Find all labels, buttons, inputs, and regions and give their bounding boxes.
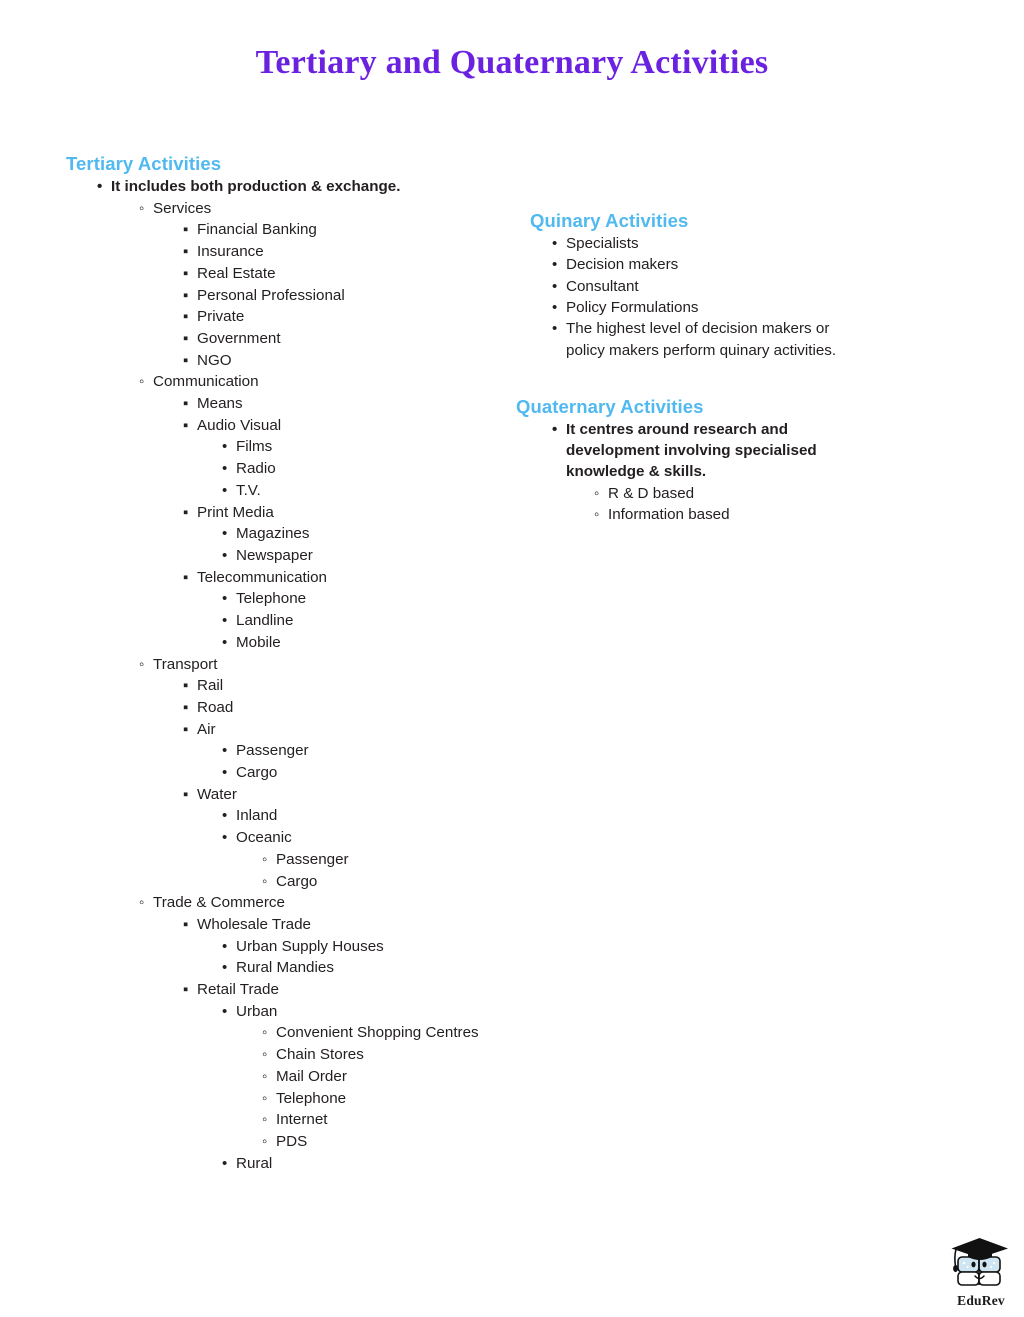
child-label: • Magazines (236, 523, 496, 545)
item-label: ▪ Real Estate (197, 263, 496, 285)
edurev-mascot-icon (950, 1236, 1012, 1292)
edurev-logo-text: EduRev (957, 1293, 1005, 1308)
section-heading-quinary: Quinary Activities (530, 210, 689, 231)
item-label: ▪ Government (197, 328, 496, 350)
list-item (222, 936, 496, 958)
list-item (552, 254, 916, 275)
grandchild-label: ◦ Cargo (276, 871, 496, 893)
list-item (222, 588, 496, 610)
list-item (183, 393, 496, 415)
list-item (262, 1109, 496, 1131)
list-item (183, 263, 496, 285)
list-item (183, 350, 496, 372)
quaternary-list (516, 419, 916, 525)
section-divider (516, 361, 916, 395)
item-label: ▪ Personal Professional (197, 285, 496, 307)
list-item (222, 458, 496, 480)
group-label: ◦ Transport (153, 654, 496, 676)
tertiary-tree (66, 176, 496, 1174)
quaternary-root-label: • It centres around research and development involving specialised knowledge & skills. (566, 419, 866, 483)
list-item (552, 419, 916, 525)
child-label: • Films (236, 436, 496, 458)
group-items (153, 219, 496, 371)
item-label: ▪ Private (197, 306, 496, 328)
right-column (516, 209, 916, 525)
quinary-list (516, 233, 916, 361)
list-item (183, 914, 496, 979)
list-item (139, 654, 496, 893)
group-label: ◦ Services (153, 198, 496, 220)
child-label: • Rural (236, 1153, 496, 1175)
grandchild-label: ◦ Chain Stores (276, 1044, 496, 1066)
quaternary-item-label: ◦ Information based (608, 504, 916, 525)
list-item (222, 632, 496, 654)
item-label: ▪ Rail (197, 675, 496, 697)
tertiary-root-label: • It includes both production & exchange. (111, 176, 496, 198)
list-item (552, 276, 916, 297)
list-item (183, 285, 496, 307)
list-item (262, 1044, 496, 1066)
quinary-item-label: • Specialists (566, 233, 916, 254)
list-item (183, 567, 496, 654)
child-label: • Radio (236, 458, 496, 480)
grandchild-label: ◦ PDS (276, 1131, 496, 1153)
list-item (222, 827, 496, 892)
item-children (197, 936, 496, 979)
item-label: ▪ Water (197, 784, 496, 806)
item-children (197, 1001, 496, 1175)
section-heading-quaternary: Quaternary Activities (516, 395, 704, 417)
list-item (262, 871, 496, 893)
child-label: • Inland (236, 805, 496, 827)
list-item (262, 1022, 496, 1044)
list-item (183, 719, 496, 784)
item-label: ▪ NGO (197, 350, 496, 372)
list-item (552, 297, 916, 318)
child-label: • Mobile (236, 632, 496, 654)
list-item (222, 805, 496, 827)
group-label: ◦ Communication (153, 371, 496, 393)
item-label: ▪ Wholesale Trade (197, 914, 496, 936)
list-item (183, 979, 496, 1174)
list-item (262, 849, 496, 871)
list-item (183, 415, 496, 502)
list-item (183, 675, 496, 697)
list-item (552, 318, 916, 361)
grandchild-label: ◦ Convenient Shopping Centres (276, 1022, 496, 1044)
child-label: • Newspaper (236, 545, 496, 567)
quinary-item-label: • Decision makers (566, 254, 916, 275)
list-item (262, 1088, 496, 1110)
child-label: • Rural Mandies (236, 957, 496, 979)
list-item (222, 957, 496, 979)
tertiary-column (66, 152, 496, 1174)
list-item (594, 504, 916, 525)
list-item (183, 697, 496, 719)
list-item (139, 892, 496, 1174)
list-item (222, 1153, 496, 1175)
item-label: ▪ Audio Visual (197, 415, 496, 437)
tertiary-groups (111, 198, 496, 1175)
page-title: Tertiary and Quaternary Activities (255, 44, 769, 81)
group-items (153, 393, 496, 653)
child-label: • Landline (236, 610, 496, 632)
item-label: ▪ Retail Trade (197, 979, 496, 1001)
child-grandchildren (236, 849, 496, 892)
list-item (222, 610, 496, 632)
list-item (222, 545, 496, 567)
item-children (197, 588, 496, 653)
list-item (594, 483, 916, 504)
group-items (153, 914, 496, 1174)
quaternary-items (566, 483, 916, 526)
list-item (183, 306, 496, 328)
child-label: • Telephone (236, 588, 496, 610)
child-label: • Urban (236, 1001, 496, 1023)
group-label: ◦ Trade & Commerce (153, 892, 496, 914)
child-label: • Cargo (236, 762, 496, 784)
list-item (183, 219, 496, 241)
list-item (222, 523, 496, 545)
list-item (183, 241, 496, 263)
child-grandchildren (236, 1022, 496, 1152)
list-item (222, 762, 496, 784)
list-item (552, 233, 916, 254)
list-item (222, 480, 496, 502)
group-items (153, 675, 496, 892)
grandchild-label: ◦ Mail Order (276, 1066, 496, 1088)
child-label: • Urban Supply Houses (236, 936, 496, 958)
list-item (139, 371, 496, 653)
grandchild-label: ◦ Passenger (276, 849, 496, 871)
section-heading-tertiary: Tertiary Activities (66, 153, 222, 174)
list-item (222, 740, 496, 762)
item-label: ▪ Print Media (197, 502, 496, 524)
quinary-item-label: • Policy Formulations (566, 297, 916, 318)
grandchild-label: ◦ Telephone (276, 1088, 496, 1110)
item-label: ▪ Means (197, 393, 496, 415)
item-children (197, 436, 496, 501)
item-children (197, 523, 496, 566)
child-label: • T.V. (236, 480, 496, 502)
edurev-logo (946, 1236, 1016, 1309)
item-children (197, 805, 496, 892)
list-item (183, 784, 496, 893)
list-item (183, 502, 496, 567)
list-item (222, 1001, 496, 1153)
item-label: ▪ Financial Banking (197, 219, 496, 241)
item-label: ▪ Road (197, 697, 496, 719)
list-item (222, 436, 496, 458)
item-label: ▪ Air (197, 719, 496, 741)
list-item (183, 328, 496, 350)
quinary-item-label: • Consultant (566, 276, 916, 297)
quinary-item-label: • The highest level of decision makers or policy makers perform quinary activities. (566, 318, 866, 361)
list-item (262, 1066, 496, 1088)
grandchild-label: ◦ Internet (276, 1109, 496, 1131)
list-item (139, 198, 496, 372)
child-label: • Oceanic (236, 827, 496, 849)
item-label: ▪ Insurance (197, 241, 496, 263)
quaternary-item-label: ◦ R & D based (608, 483, 916, 504)
child-label: • Passenger (236, 740, 496, 762)
item-children (197, 740, 496, 783)
item-label: ▪ Telecommunication (197, 567, 496, 589)
list-item (97, 176, 496, 1174)
list-item (262, 1131, 496, 1153)
